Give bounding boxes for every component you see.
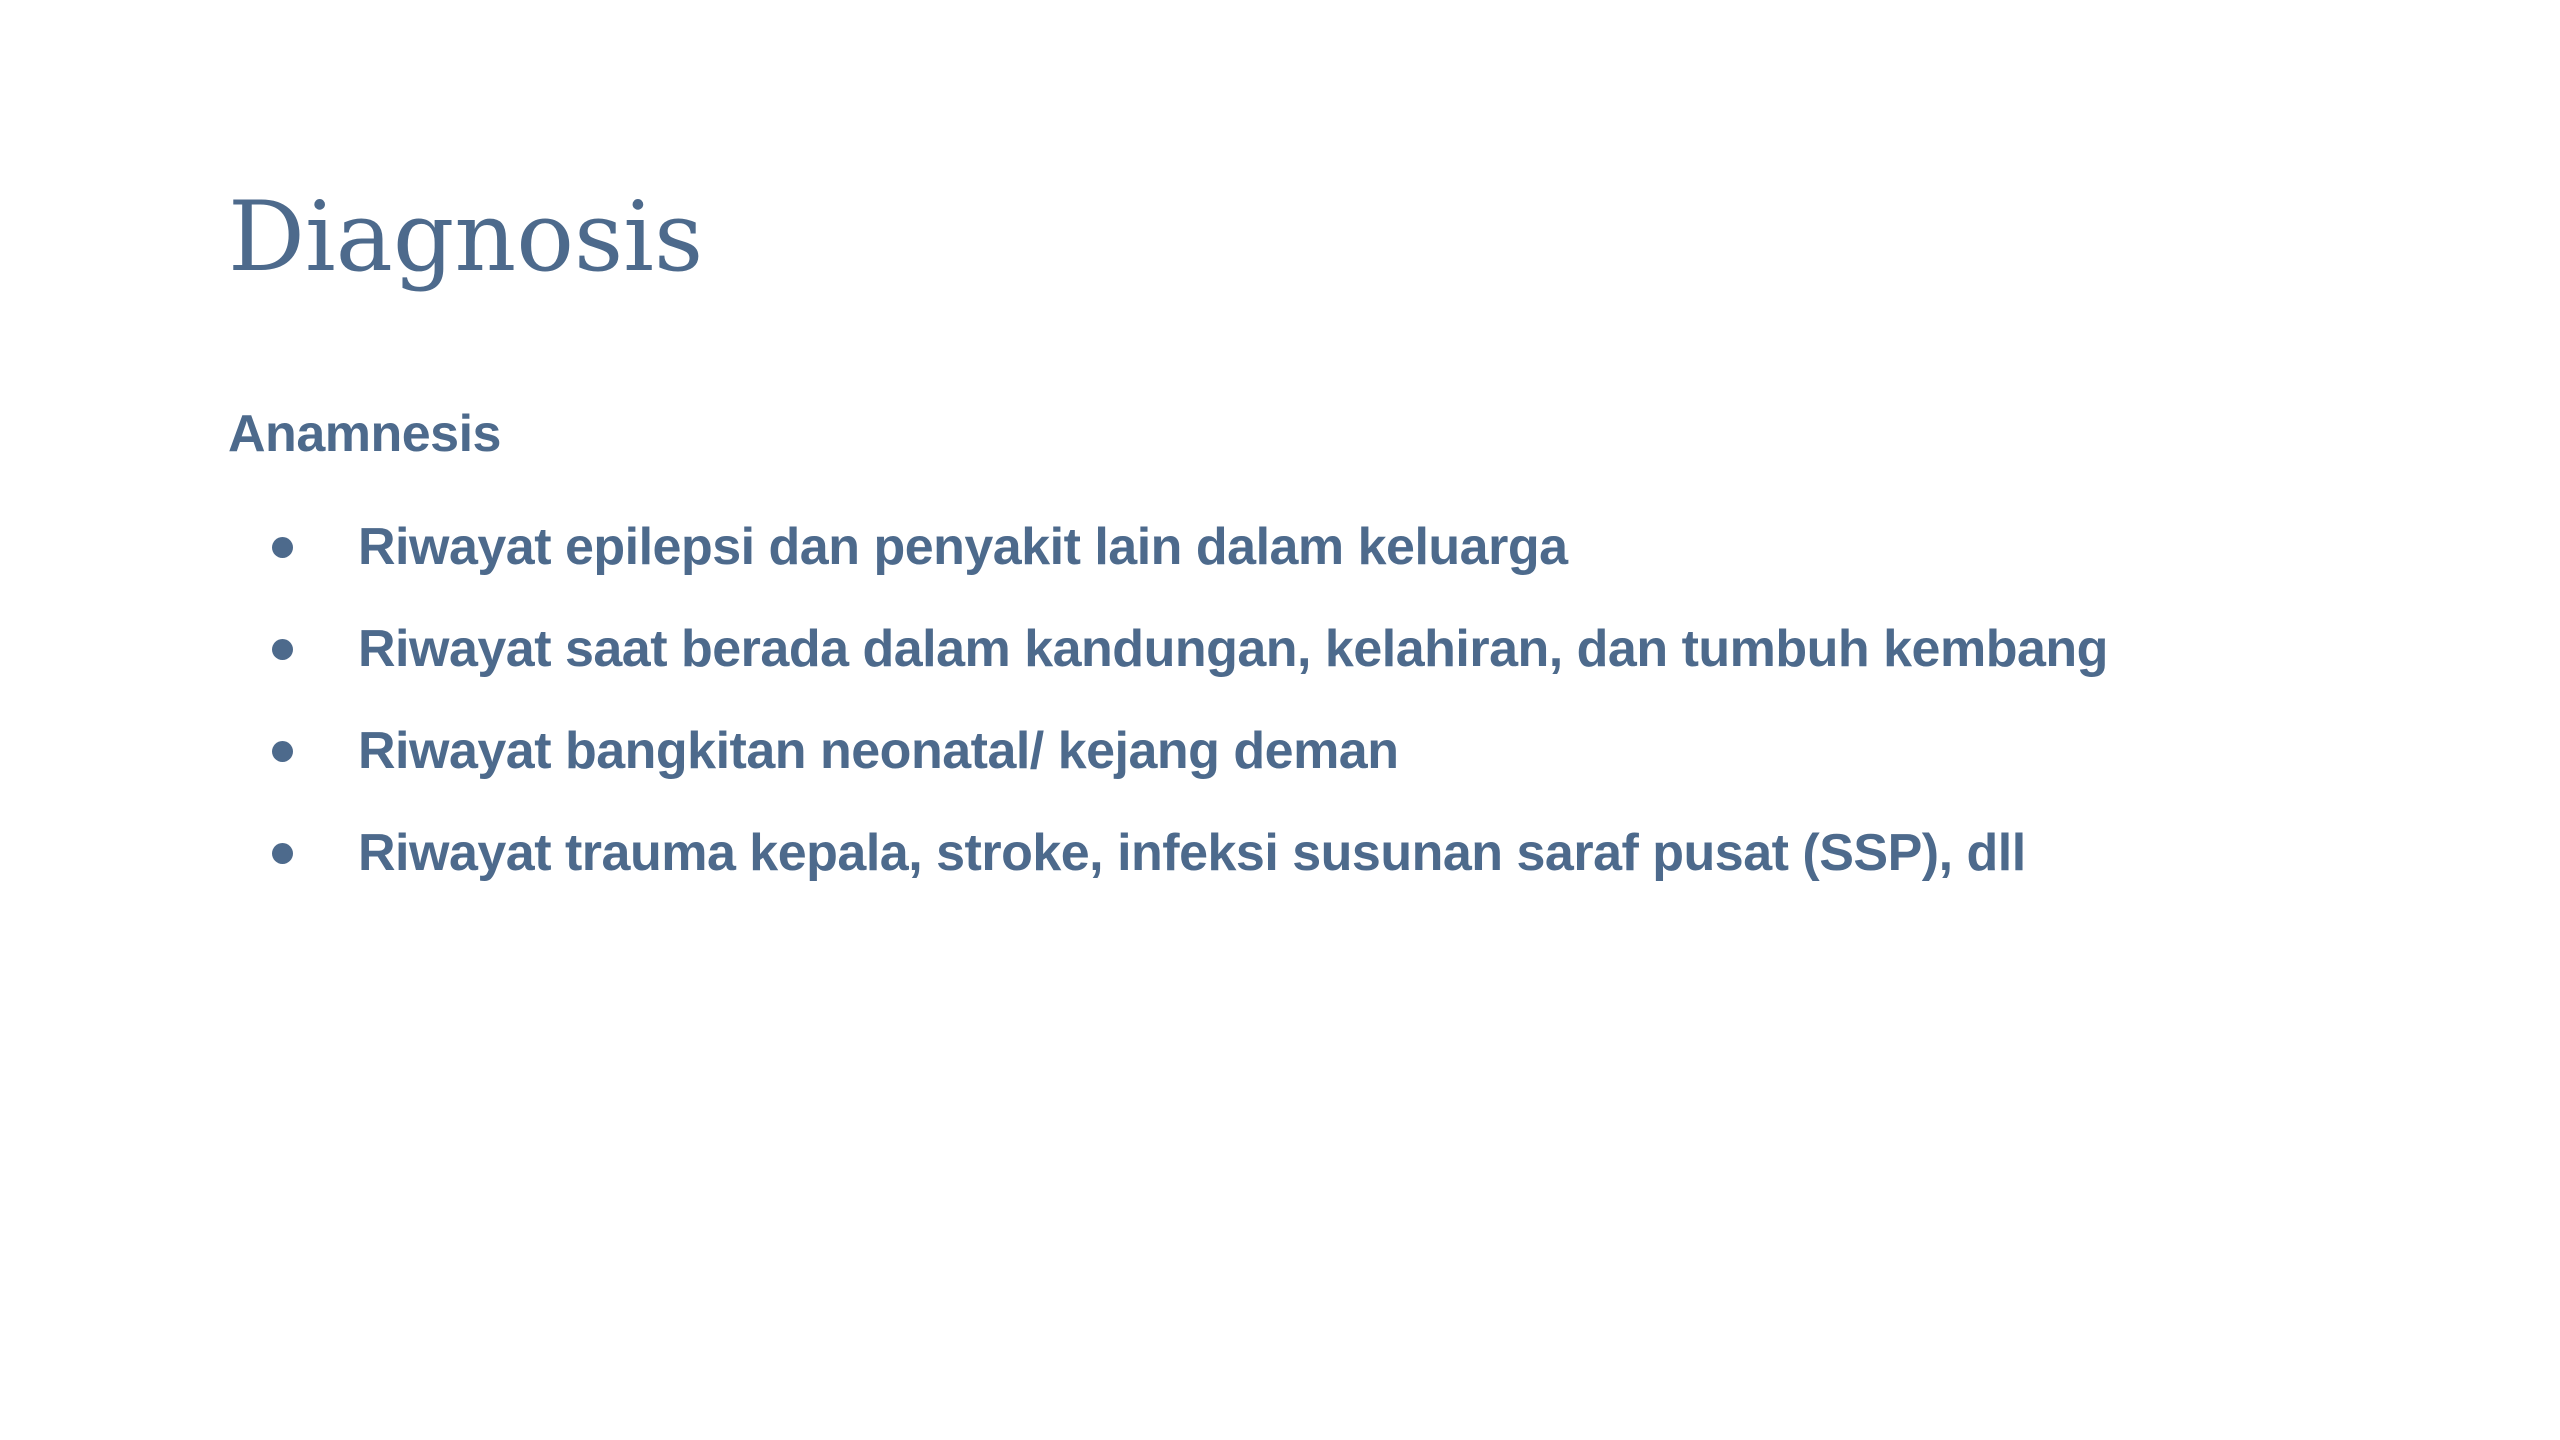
slide-title: Diagnosis: [228, 181, 704, 293]
section-subheading: Anamnesis: [228, 405, 501, 463]
bullet-item: [228, 802, 2108, 904]
bullet-text: Riwayat bangkitan neonatal/ kejang deman: [358, 722, 1399, 780]
slide-body: [228, 394, 2108, 904]
bullet-text: Riwayat epilepsi dan penyakit lain dalam keluarga: [358, 518, 1568, 576]
bullet-item: [228, 598, 2108, 700]
bullet-dot-icon: [272, 639, 293, 660]
bullet-text: Riwayat trauma kepala, stroke, infeksi susunan saraf pusat (SSP), dll: [358, 824, 2026, 882]
bullet-dot-icon: [272, 843, 293, 864]
bullet-list: [228, 496, 2108, 904]
bullet-dot-icon: [272, 537, 293, 558]
bullet-text: Riwayat saat berada dalam kandungan, kelahiran, dan tumbuh kembang: [358, 620, 2108, 678]
bullet-dot-icon: [272, 741, 293, 762]
bullet-item: [228, 700, 2108, 802]
bullet-item: [228, 496, 2108, 598]
